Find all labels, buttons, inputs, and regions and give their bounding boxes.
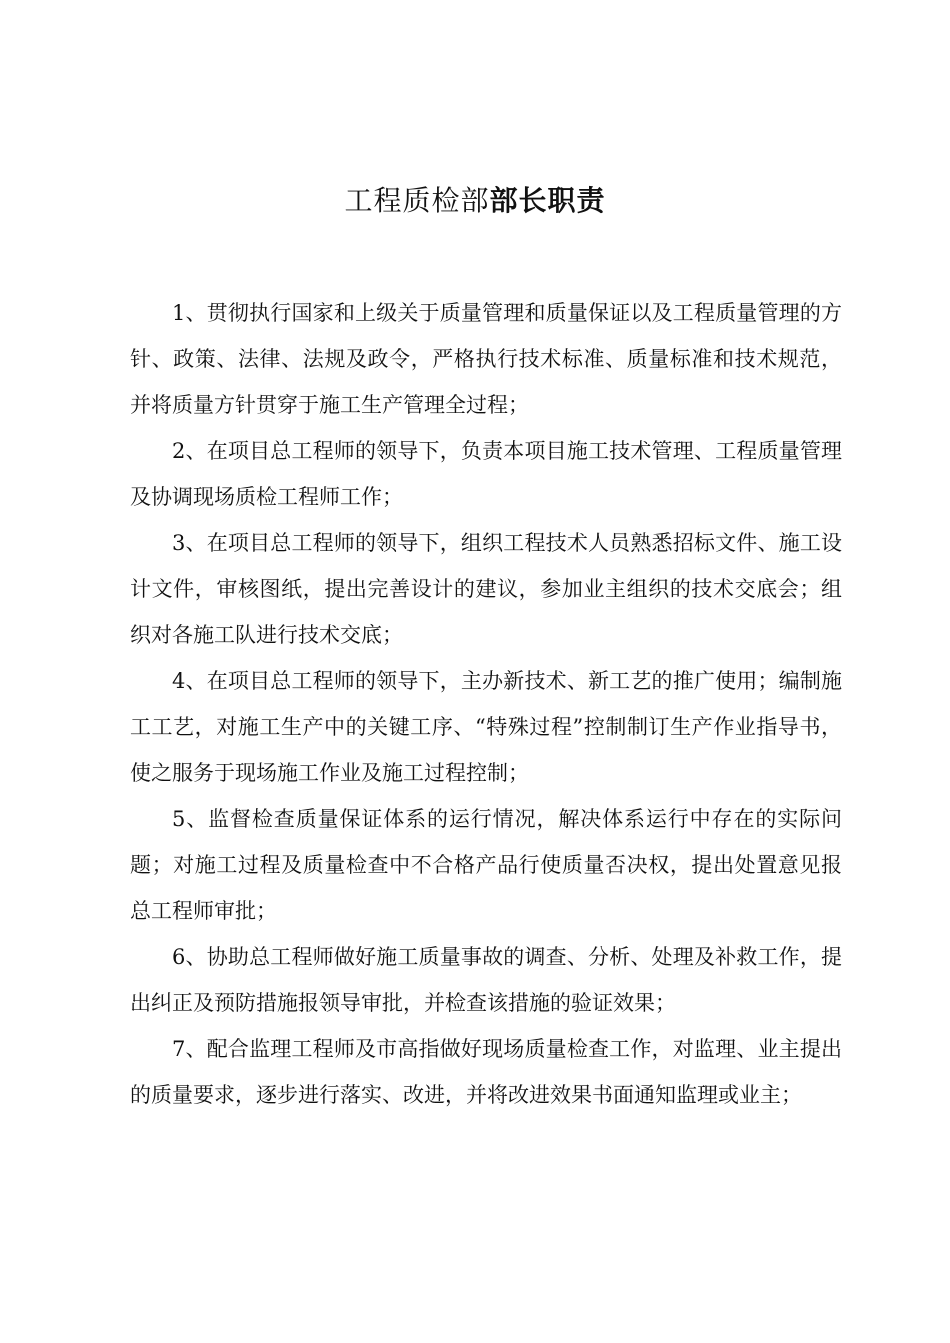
duty-paragraph-1: 1、贯彻执行国家和上级关于质量管理和质量保证以及工程质量管理的方针、政策、法律、法规及政令，严格执行技术标准、质量标准和技术规范，并将质量方针贯穿于施工生产管理全过程；	[130, 301, 842, 417]
title-regular-part: 工程质检部	[344, 184, 490, 217]
duty-paragraph-2: 2、在项目总工程师的领导下，负责本项目施工技术管理、工程质量管理及协调现场质检工程师工作；	[130, 439, 842, 509]
duty-paragraph-7: 7、配合监理工程师及市高指做好现场质量检查工作，对监理、业主提出的质量要求，逐步进行落实、改进，并将改进效果书面通知监理或业主；	[130, 1037, 842, 1107]
duty-paragraph-6: 6、协助总工程师做好施工质量事故的调查、分析、处理及补救工作，提出纠正及预防措施报领导审批，并检查该措施的验证效果；	[130, 945, 842, 1015]
duty-paragraph-3: 3、在项目总工程师的领导下，组织工程技术人员熟悉招标文件、施工设计文件，审核图纸，提出完善设计的建议，参加业主组织的技术交底会；组织对各施工队进行技术交底；	[130, 531, 842, 647]
document-title	[0, 181, 950, 221]
title-bold-part: 部长职责	[489, 184, 606, 217]
duty-paragraph-4: 4、在项目总工程师的领导下，主办新技术、新工艺的推广使用；编制施工工艺，对施工生产中的关键工序、“特殊过程”控制制订生产作业指导书，使之服务于现场施工作业及施工过程控制；	[130, 669, 842, 785]
document-body	[130, 290, 842, 1118]
duty-paragraph-5: 5、监督检查质量保证体系的运行情况，解决体系运行中存在的实际问题；对施工过程及质量检查中不合格产品行使质量否决权，提出处置意见报总工程师审批；	[130, 807, 842, 923]
